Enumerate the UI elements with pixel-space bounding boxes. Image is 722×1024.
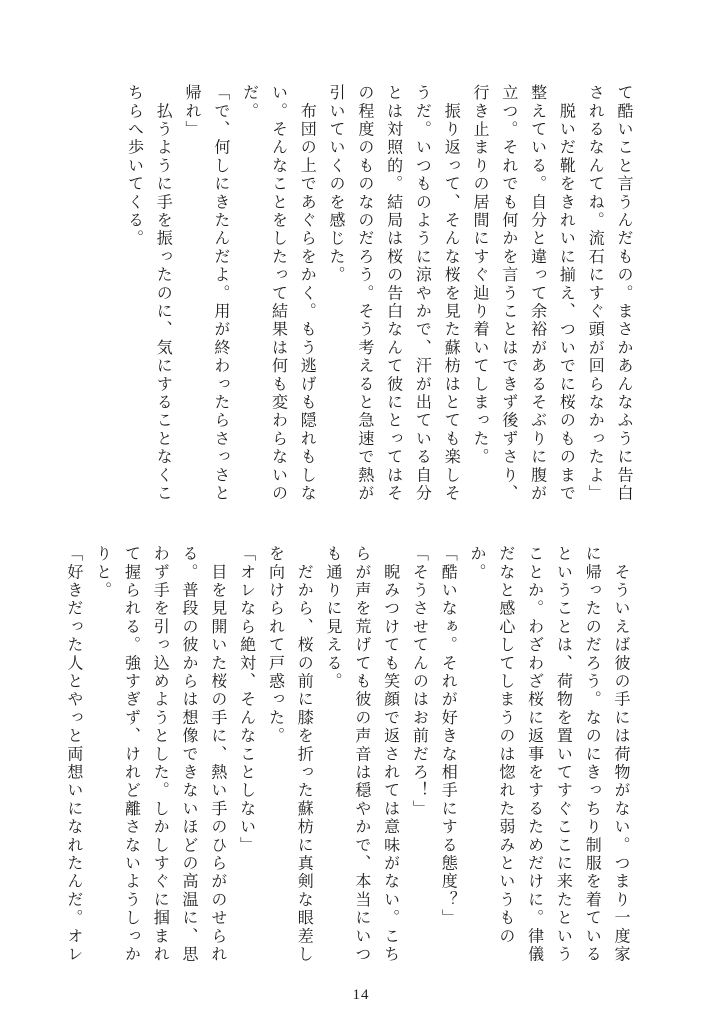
paragraph: 睨みつけても笑顔で返されては意味がない。こちらが声を荒げても彼の声音は穏やかで、本当にいつも通りに見える。 bbox=[324, 545, 399, 964]
paragraph: 「そうさせてんのはお前だろ！」 bbox=[410, 545, 428, 818]
paragraph: 「で、何しにきたんだよ。用が終わったらさっさと帰れ」 bbox=[183, 84, 229, 503]
paragraph: 振り返って、そんな桜を見た蘇枋はとても楽しそうだ。いつものように涼やかで、汗が出ている自分とは対照的。結局は桜の告白なんて彼にとってはその程度のものなのだろう。そう考えると急速で熱が引いていくのを感じた。 bbox=[327, 84, 460, 503]
paragraph: 目を見開いた桜の手に、熱い手のひらがのせられる。普段の彼からは想像できないほどの高温に、思わず手を引っ込めようとした。しかしすぐに掴まれて握られる。強すぎず、けれど離さないようしっかりと。 bbox=[93, 545, 226, 964]
paragraph: そういえば彼の手には荷物がない。つまり一度家に帰ったのだろう。なのにきっちり制服を着ているということは、荷物を置いてすぐここに来たということか。わざわざ桜に返事をするためだけに。律儀だなと感心してしまうのは惚れた弱みというものか。 bbox=[468, 545, 629, 964]
paragraph: 脱いだ靴をきれいに揃え、ついでに桜のものまで整えている。自分と違って余裕があるそぶりに腹が立つ。それでも何かを言うことはできず後ずさり、行き止まりの居間にすぐ辿り着いてしまった。 bbox=[471, 84, 575, 503]
paragraph: 「酷いなぁ。それが好きな相手にする態度？」 bbox=[439, 545, 457, 928]
paragraph: 「好きだった人とやっと両想いになれたんだ。オレ bbox=[64, 545, 82, 964]
text-block-top bbox=[119, 84, 637, 506]
text-block-bottom bbox=[58, 545, 634, 969]
paragraph: だから、桜の前に膝を折った蘇枋に真剣な眼差しを向けられて戸惑った。 bbox=[266, 545, 313, 964]
page-number: 14 bbox=[352, 987, 370, 1003]
paragraph: 「オレなら絶対、そんなことしない」 bbox=[237, 545, 255, 855]
paragraph: 払うように手を振ったのに、気にすることなくこちらへ歩いてくる。 bbox=[125, 84, 172, 503]
paragraph: て酷いこと言うんだもの。まさかあんなふうに告白されるなんてね。流石にすぐ頭が回らなかったよ」 bbox=[586, 84, 632, 503]
paragraph: 布団の上であぐらをかく。もう逃げも隠れもしない。そんなことをしたって結果は何も変わらないのだ。 bbox=[240, 84, 316, 503]
